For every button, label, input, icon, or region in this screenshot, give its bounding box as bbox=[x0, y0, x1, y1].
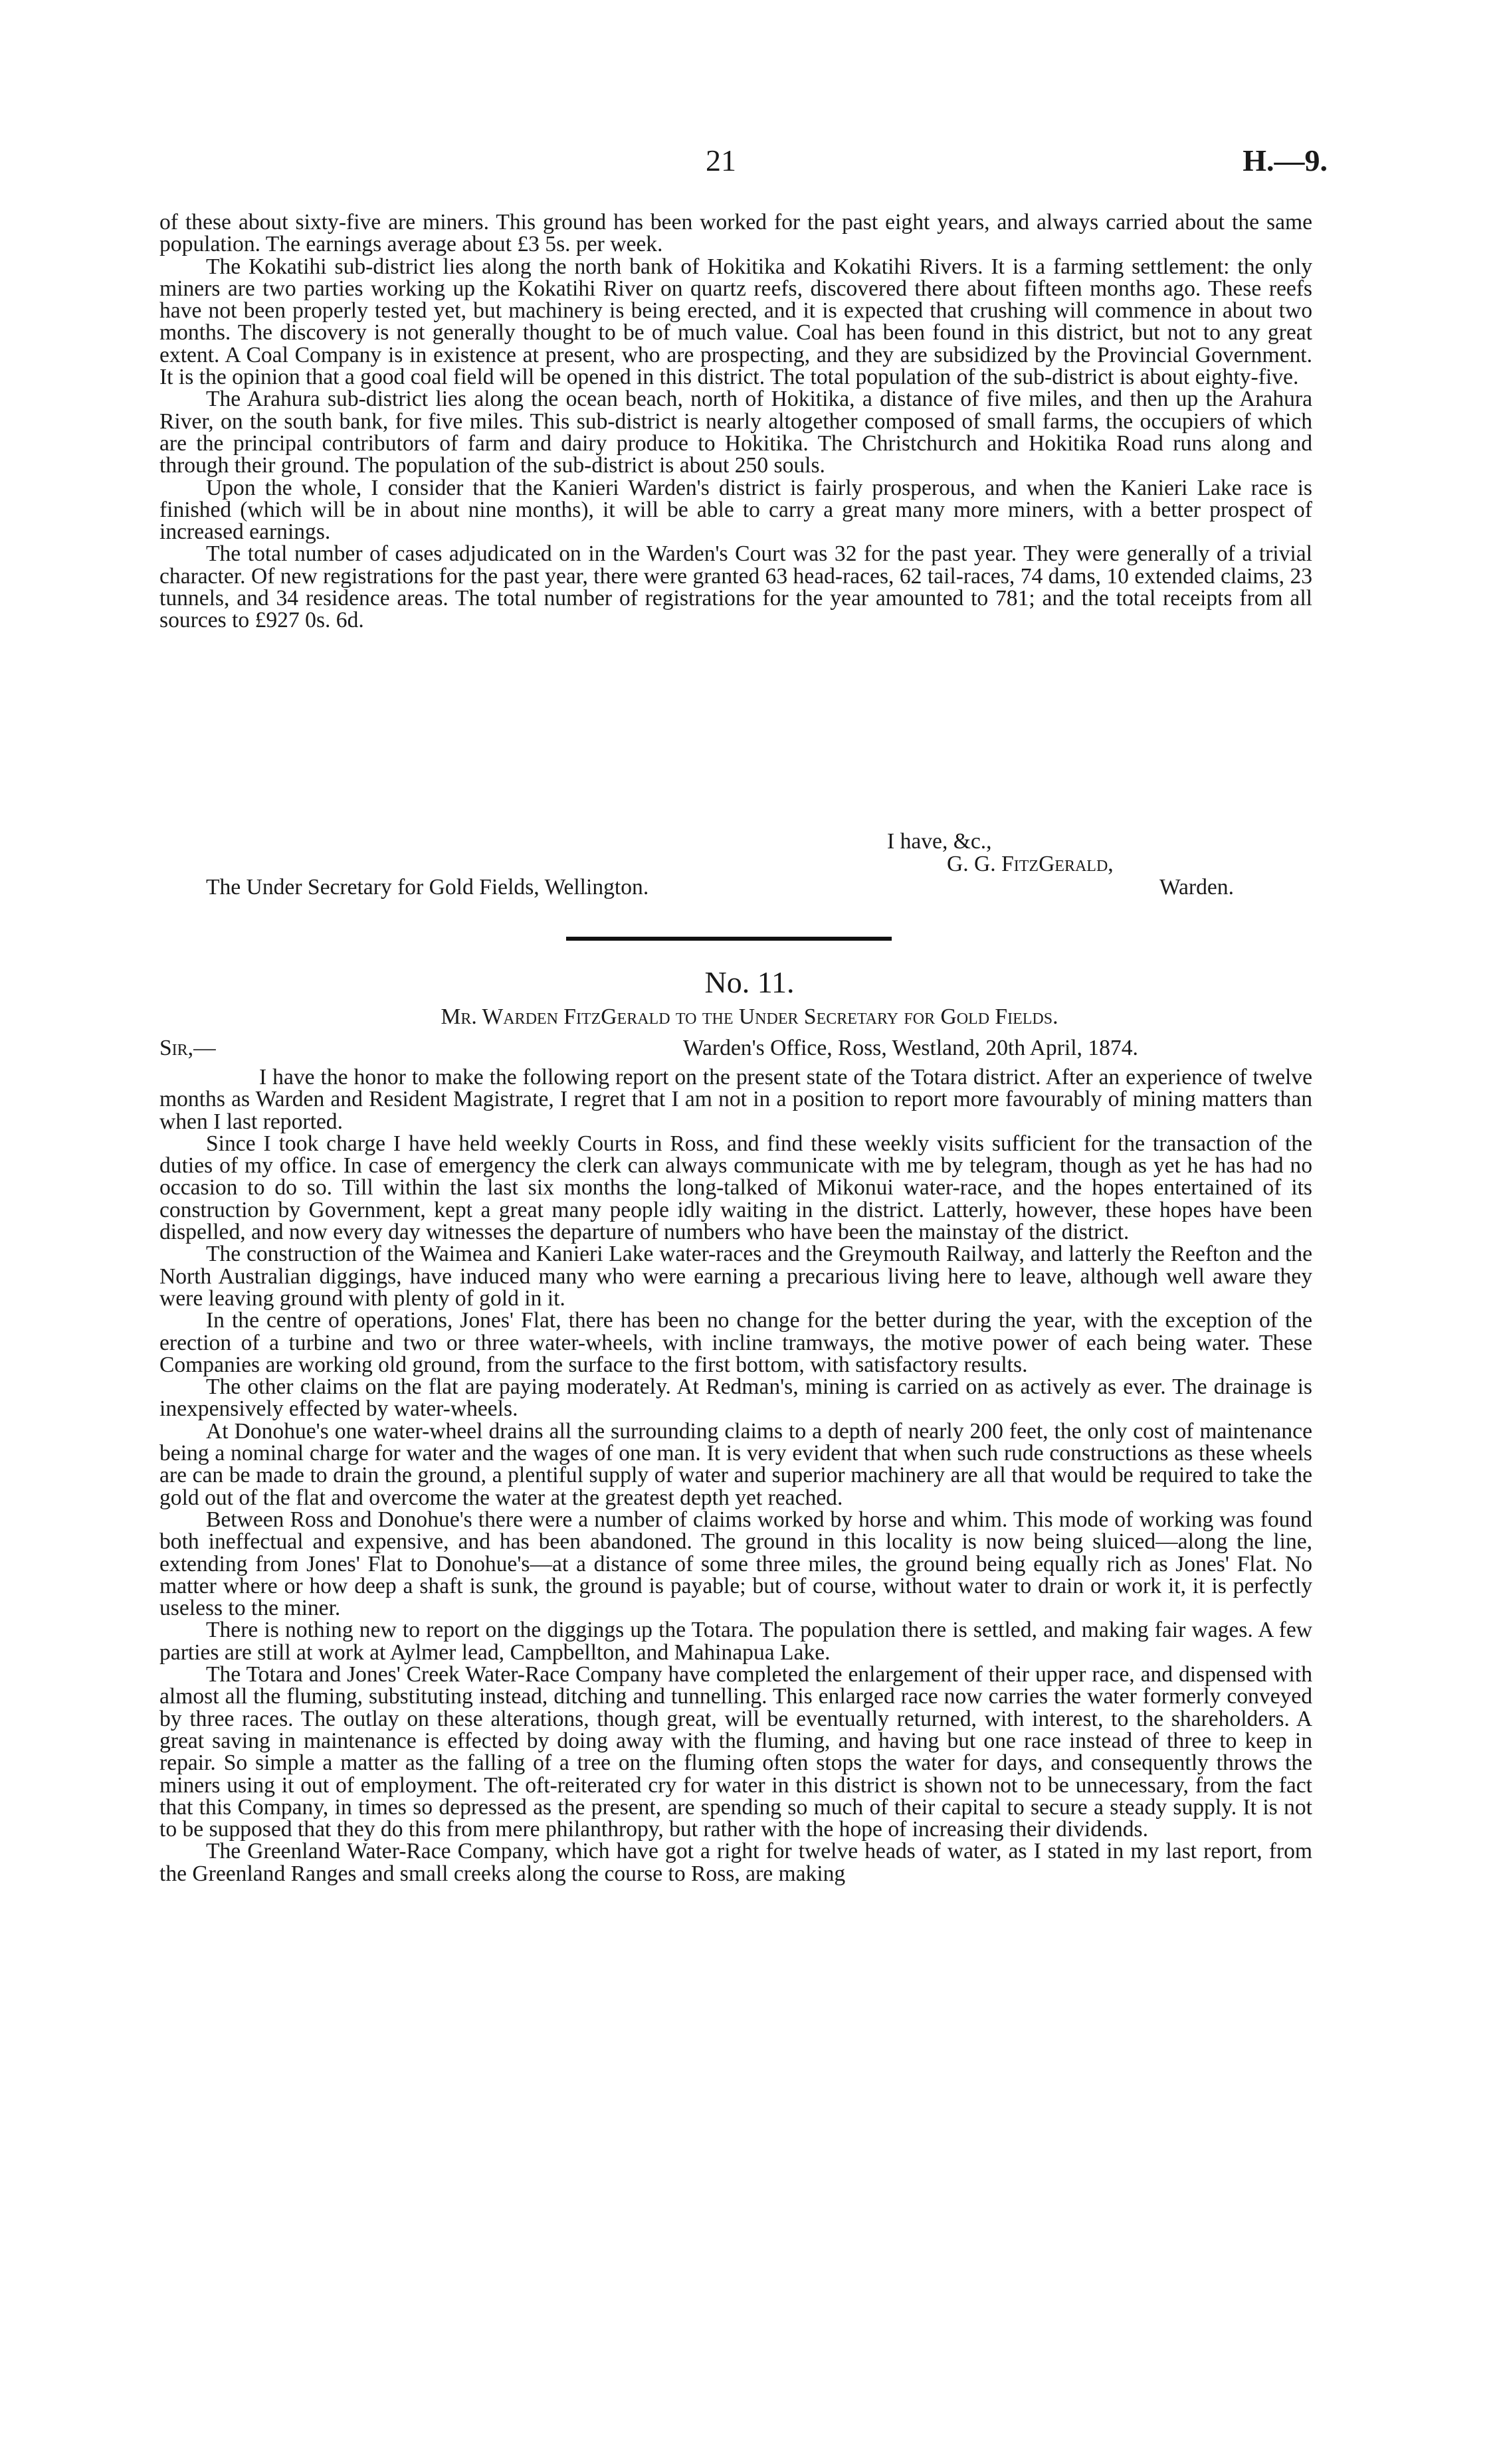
salutation: Sir,— bbox=[159, 1036, 216, 1060]
paragraph: The total number of cases adjudicated on in the Warden's Court was 32 for the past year. They were generally of a trivial character. Of new registrations for the past year, there were granted 63 head-races, 62 tail-races, 74 dams, 10 extended claims, 23 tunnels, and 34 residence areas. The total number of registrations for the year amounted to 781; and the total receipts from all sources to £927 0s. 6d. bbox=[159, 541, 1312, 633]
letter-body bbox=[159, 1066, 1312, 1885]
signatory-title: Warden. bbox=[1159, 875, 1234, 900]
signatory-name: G. G. FitzGerald, bbox=[947, 852, 1114, 876]
paragraph: The Totara and Jones' Creek Water-Race Company have completed the enlargement of their upper race, and dispensed with almost all the fluming, substituting instead, ditching and tunnelling. This enlarged race now carries the water formerly conveyed by three races. The outlay on these alterations, though great, will be eventually returned, with interest, to the shareholders. A great saving in maintenance is effected by doing away with the fluming, and having but one race instead of three to keep in repair. So simple a matter as the falling of a tree on the fluming often stops the water for days, and consequently throws the miners using it out of employment. The oft-reiterated cry for water in this district is shown not to be unnecessary, from the fact that this Company, in times so depressed as the present, are spending so much of their capital to secure a steady supply. It is not to be supposed that they do this from mere philanthropy, but rather with the hope of increasing their dividends. bbox=[159, 1662, 1312, 1842]
paragraph: The other claims on the flat are paying moderately. At Redman's, mining is carried on as actively as ever. The drainage is inexpensively effected by water-wheels. bbox=[159, 1374, 1312, 1422]
paragraph: Between Ross and Donohue's there were a number of claims worked by horse and whim. This mode of working was found both ineffectual and expensive, and has been abandoned. The ground in this locality is now being sluiced—along the line, extending from Jones' Flat to Donohue's—at a distance of some three miles, the ground being equally rich as Jones' Flat. No matter where or how deep a shaft is sunk, the ground is payable; but of course, without water to drain or work it, it is perfectly useless to the miner. bbox=[159, 1507, 1312, 1621]
page-header bbox=[0, 143, 1499, 183]
dateline: Warden's Office, Ross, Westland, 20th April, 1874. bbox=[683, 1036, 1138, 1060]
paragraph: Upon the whole, I consider that the Kanieri Warden's district is fairly prosperous, and when the Kanieri Lake race is finished (which will be in about nine months), it will be able to carry a great many more miners, with a better prospect of increased earnings. bbox=[159, 475, 1312, 545]
page-number: 21 bbox=[706, 143, 736, 177]
report-continuation bbox=[159, 211, 1312, 632]
addressee: The Under Secretary for Gold Fields, Wellington. bbox=[206, 875, 649, 900]
paragraph: In the centre of operations, Jones' Flat, there has been no change for the better during the year, with the exception of the erection of a turbine and two or three water-wheels, with incline tramways, the motive power of each being water. These Companies are working old ground, from the surface to the first bottom, with satisfactory results. bbox=[159, 1308, 1312, 1377]
closing-line: I have, &c., bbox=[887, 829, 992, 854]
section-divider bbox=[566, 937, 892, 941]
letter-subheading: Mr. Warden FitzGerald to the Under Secretary for Gold Fields. bbox=[441, 1004, 1058, 1029]
section-heading: No. 11. bbox=[704, 965, 795, 999]
paragraph: The Arahura sub-district lies along the ocean beach, north of Hokitika, a distance of five miles, and then up the Arahura River, on the south bank, for five miles. This sub-district is nearly altogether composed of small farms, the occupiers of which are the principal contributors of farm and dairy produce to Hokitika. The Christchurch and Hokitika Road runs along and through their ground. The population of the sub-district is about 250 souls. bbox=[159, 387, 1312, 478]
paragraph: The Greenland Water-Race Company, which have got a right for twelve heads of water, as I stated in my last report, from the Greenland Ranges and small creeks along the course to Ross, are making bbox=[159, 1839, 1312, 1886]
paragraph: At Donohue's one water-wheel drains all the surrounding claims to a depth of nearly 200 feet, the only cost of maintenance being a nominal charge for water and the wages of one man. It is very evident that when such rude constructions as these wheels are can be made to drain the ground, a plentiful supply of water and superior machinery are all that would be required to take the gold out of the flat and overcome the water at the greatest depth yet reached. bbox=[159, 1418, 1312, 1510]
paragraph: of these about sixty-five are miners. This ground has been worked for the past eight years, and always carried about the same population. The earnings average about £3 5s. per week. bbox=[159, 210, 1312, 257]
paragraph: There is nothing new to report on the diggings up the Totara. The population there is settled, and making fair wages. A few parties are still at work at Aylmer lead, Campbellton, and Mahinapua Lake. bbox=[159, 1618, 1312, 1665]
paragraph: The Kokatihi sub-district lies along the north bank of Hokitika and Kokatihi Rivers. It is a farming settlement: the only miners are two parties working up the Kokatihi River on quartz reefs, discovered there about fifteen months ago. These reefs have not been properly tested yet, but machinery is being erected, and it is expected that crushing will commence in about two months. The discovery is not generally thought to be of much value. Coal has been found in this district, but not to any great extent. A Coal Company is in existence at present, who are prospecting, and they are subsidized by the Provincial Government. It is the opinion that a good coal field will be opened in this district. The total population of the sub-district is about eighty-five. bbox=[159, 254, 1312, 390]
paragraph: I have the honor to make the following report on the present state of the Totara district. After an experience of twelve months as Warden and Resident Magistrate, I regret that I am not in a position to report more favourably of mining matters than when I last reported. bbox=[159, 1065, 1312, 1134]
document-reference: H.—9. bbox=[1243, 143, 1328, 177]
paragraph: The construction of the Waimea and Kanieri Lake water-races and the Greymouth Railway, and latterly the Reefton and the North Australian diggings, have induced many who were earning a precarious living here to leave, although well aware they were leaving ground with plenty of gold in it. bbox=[159, 1242, 1312, 1311]
paragraph: Since I took charge I have held weekly Courts in Ross, and find these weekly visits sufficient for the transaction of the duties of my office. In case of emergency the clerk can always communicate with me by telegram, though as yet he has had no occasion to do so. Till within the last six months the long-talked of Mikonui water-race, and the hopes entertained of its construction by Government, kept a great many people idly waiting in the district. Latterly, however, these hopes have been dispelled, and now every day witnesses the departure of numbers who have been the mainstay of the district. bbox=[159, 1131, 1312, 1245]
